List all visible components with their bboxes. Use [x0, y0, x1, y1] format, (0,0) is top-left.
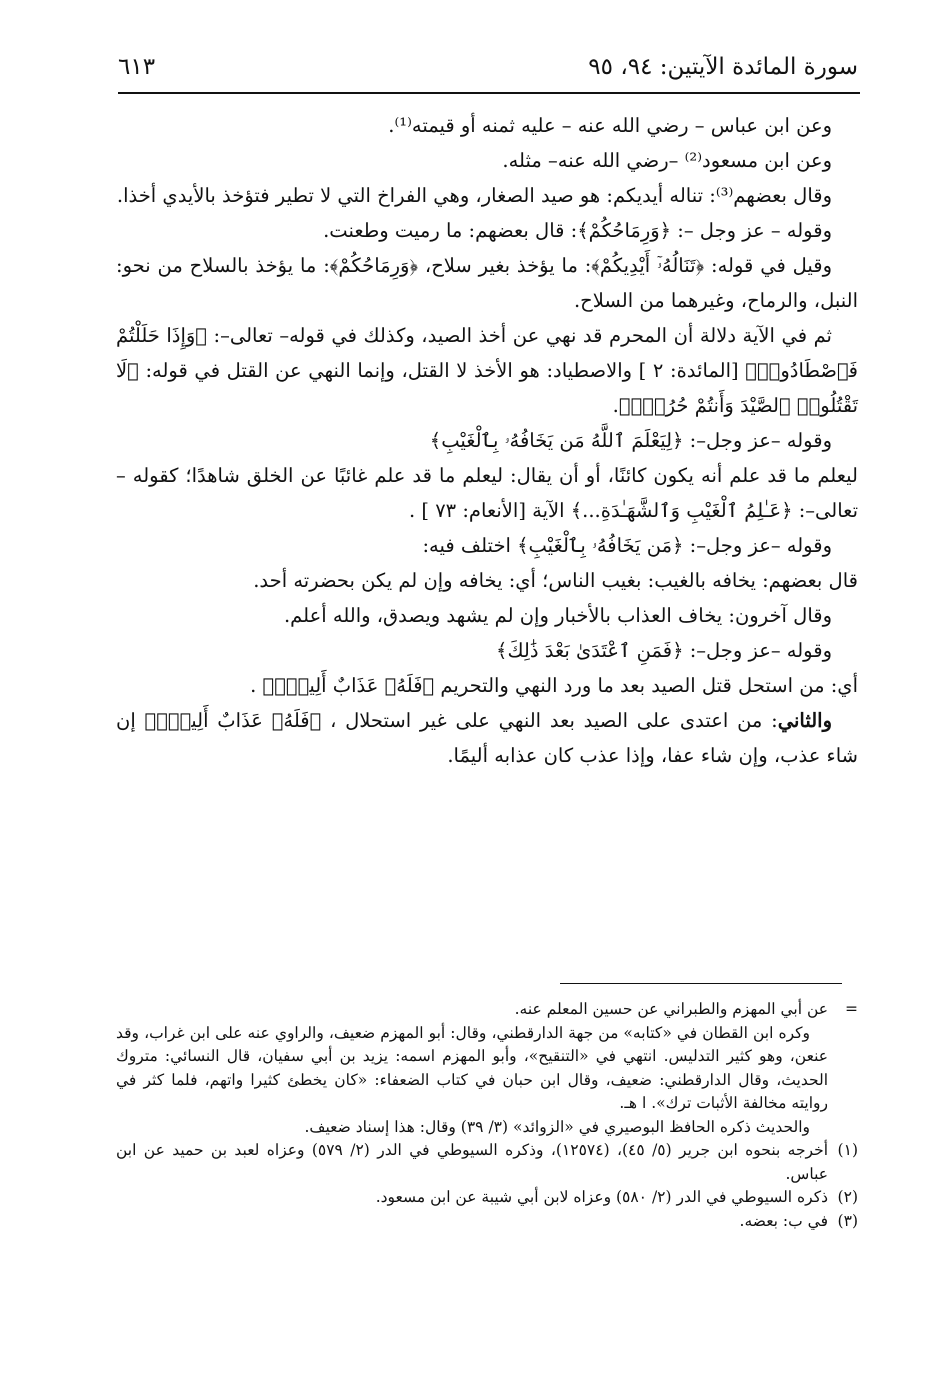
running-header: [118, 54, 858, 94]
paragraph: [116, 703, 858, 773]
page-number: ٦١٣: [118, 54, 156, 80]
footnote-item: [116, 1210, 858, 1234]
paragraph: وقوله –عز وجل–: ﴿فَمَنِ ٱعْتَدَىٰ بَعْدَ ذَٰلِكَ﴾: [496, 639, 832, 662]
footnote-item: [116, 1139, 858, 1186]
paragraph-text: : من اعتدى على الصيد بعد النهي على غير استحلال ، ﴿فَلَهُۥ عَذَابٌ أَلِيمٌۭ﴾ إن شاء عذب، وإن شاء عفا، وإذا عذب كان عذابه أليمًا.: [116, 709, 858, 767]
paragraph: وقوله –عز وجل–: ﴿مَن يَخَافُهُۥ بِٱلْغَيْبِ﴾ اختلف فيه:: [422, 534, 832, 557]
footnote-marker: (١): [837, 1141, 858, 1159]
footnote-line: وكره ابن القطان في «كتابه» من جهة الدارقطني، وقال: أبو المهزم ضعيف، والراوي عنه على ابن غراب، وقد عنعن، وهو كثير التدليس. انتهي في «التنقيح»، وأبو المهزم اسمه: يزيد بن أبي سفيان، قال النسائي: متروك الحديث، وقال الدارقطني: ضعيف، وقال ابن حبان في كتاب الضعفاء: «كان يخطئ كثيرا واتهم، فلما كثر في روايته مخالفة الأثبات ترك». ا هـ.: [116, 1023, 828, 1112]
footnote-item: [116, 1186, 858, 1210]
main-text: [116, 108, 858, 773]
paragraph: ليعلم ما قد علم أنه يكون كائنًا، أو أن يقال: ليعلم ما قد علم غائبًا عن الخلق شاهدًا؛ كقوله –تعالى–: ﴿عَـٰلِمُ ٱلْغَيْبِ وَٱلشَّهَـٰدَةِ...﴾ الآية [الأنعام: ٧٣ ] .: [116, 464, 858, 522]
emphasis-word: والثاني: [777, 709, 832, 732]
footnotes: [116, 998, 858, 1233]
footnote-line: والحديث ذكره الحافظ البوصيري في «الزوائد» (٣/ ٣٩) وقال: هذا إسناد ضعيف.: [304, 1117, 810, 1136]
header-rule: [118, 92, 860, 94]
footnote-marker: (٣): [837, 1211, 858, 1230]
footnote-text: ذكره السيوطي في الدر (٢/ ٥٨٠) وعزاه لابن أبي شيبة عن ابن مسعود.: [375, 1188, 828, 1206]
paragraph: أي: من استحل قتل الصيد بعد ما ورد النهي والتحريم ﴿فَلَهُۥ عَذَابٌ أَلِيمٌۭ﴾ .: [250, 674, 858, 697]
header-title: سورة المائدة الآيتين: ٩٤، ٩٥: [588, 54, 858, 80]
footnote-text: في ب: بعضه.: [739, 1211, 828, 1230]
paragraph: وقال بعضهم⁽³⁾: تناله أيديكم: هو صيد الصغار، وهي الفراخ التي لا تطير فتؤخذ بالأيدي أخذا.: [116, 184, 832, 207]
paragraph: ثم في الآية دلالة أن المحرم قد نهي عن أخذ الصيد، وكذلك في قوله– تعالى–: ﴿وَإِذَا حَلَلْتُمْ فَٱصْطَادُوا۟﴾ [المائدة: ٢ ] والاصطياد: هو الأخذ لا القتل، وإنما النهي عن القتل في قوله: ﴿لَا تَقْتُلُوا۟ ٱلصَّيْدَ وَأَنتُمْ حُرُمٌۭ﴾.: [116, 324, 858, 417]
paragraph: وقال آخرون: يخاف العذاب بالأخبار وإن لم يشهد ويصدق، والله أعلم.: [283, 604, 832, 627]
paragraph: وقوله –عز وجل–: ﴿لِيَعْلَمَ ٱللَّهُ مَن يَخَافُهُۥ بِٱلْغَيْبِ﴾: [429, 429, 832, 452]
footnote-continuation: [116, 998, 858, 1022]
paragraph: وقوله – عز وجل –: ﴿وَرِمَاحُكُمْ﴾: قال بعضهم: ما رميت وطعنت.: [323, 219, 832, 242]
footnote-line: عن أبي المهزم والطبراني عن حسين المعلم عنه.: [514, 1000, 828, 1018]
paragraph: وعن ابن عباس – رضي الله عنه – عليه ثمنه أو قيمته⁽¹⁾.: [388, 114, 832, 137]
paragraph: قال بعضهم: يخافه بالغيب: بغيب الناس؛ أي: يخافه وإن لم يكن بحضرته أحد.: [253, 569, 858, 592]
continuation-marker: =: [845, 1000, 858, 1018]
paragraph: وقيل في قوله: ﴿تَنَالُهُۥٓ أَيْدِيكُمْ﴾: ما يؤخذ بغير سلاح، ﴿وَرِمَاحُكُمْ﴾: ما يؤخذ بالسلاح من نحو: النبل، والرماح، وغيرهما من السلاح.: [116, 254, 858, 312]
footnote-marker: (٢): [837, 1188, 858, 1206]
footnote-rule: [560, 983, 842, 984]
footnote-text: أخرجه بنحوه ابن جرير (٥/ ٤٥)، (١٢٥٧٤)، وذكره السيوطي في الدر (٢/ ٥٧٩) وعزاه لعبد بن حميد عن ابن عباس.: [116, 1141, 828, 1183]
paragraph: وعن ابن مسعود⁽²⁾ –رضي الله عنه– مثله.: [502, 149, 832, 172]
